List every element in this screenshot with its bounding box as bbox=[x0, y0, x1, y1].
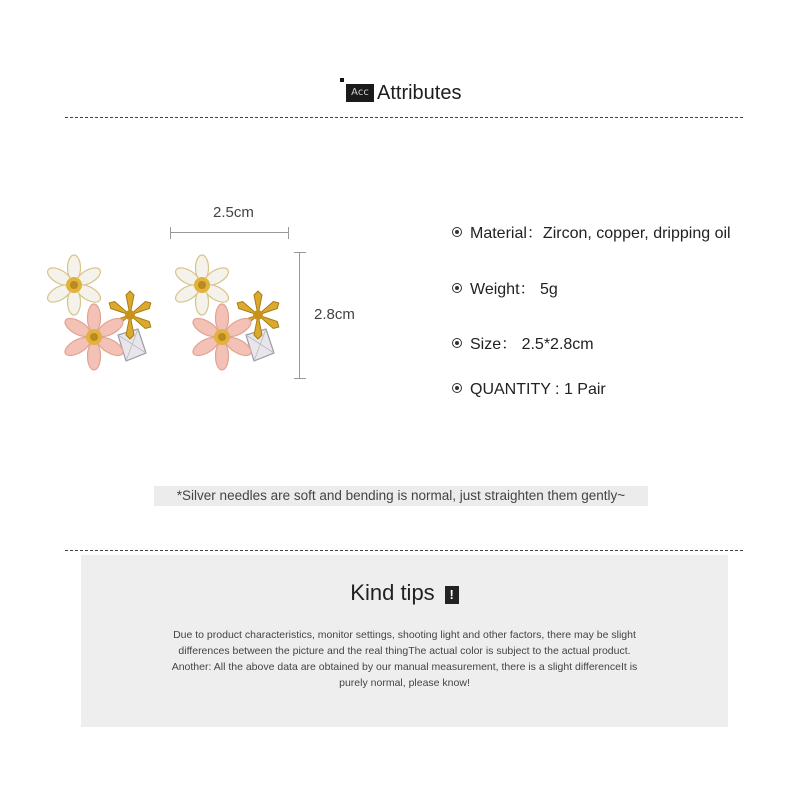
tips-line: purely normal, please know! bbox=[339, 677, 470, 689]
tips-line: Another: All the above data are obtained by our manual measurement, there is a slight differenceIt is bbox=[171, 661, 638, 673]
weight-value: 5g bbox=[535, 281, 558, 298]
kind-tips-heading: Kind tips bbox=[350, 580, 435, 605]
kind-tips-text bbox=[121, 627, 688, 691]
page-title: Attributes bbox=[377, 82, 462, 104]
product-image bbox=[38, 245, 298, 385]
width-dimension-line bbox=[170, 227, 289, 239]
width-label: 2.5cm bbox=[213, 204, 254, 221]
attribute-size bbox=[452, 331, 594, 354]
header-badge: Acc bbox=[346, 84, 374, 102]
material-value: Zircon, copper, dripping oil bbox=[542, 225, 731, 242]
kind-tips-panel bbox=[81, 555, 728, 727]
attribute-quantity bbox=[452, 381, 606, 399]
size-value: 2.5*2.8cm bbox=[517, 336, 594, 353]
bullet-icon bbox=[452, 283, 462, 293]
size-label: Size： bbox=[470, 336, 518, 353]
tips-line: differences between the picture and the real thingThe actual color is subject to the actual product. bbox=[178, 645, 631, 657]
weight-label: Weight： bbox=[470, 281, 536, 298]
tips-line: Due to product characteristics, monitor settings, shooting light and other factors, there may be slight bbox=[173, 629, 636, 641]
attribute-weight bbox=[452, 276, 558, 299]
divider-top bbox=[65, 117, 743, 118]
kind-tips-title bbox=[81, 580, 728, 606]
bullet-icon bbox=[452, 338, 462, 348]
exclamation-icon: ! bbox=[445, 586, 459, 604]
bullet-icon bbox=[452, 383, 462, 393]
attribute-material bbox=[452, 220, 731, 243]
divider-bottom bbox=[65, 550, 743, 551]
height-label: 2.8cm bbox=[314, 306, 355, 323]
quantity-label: QUANTITY : 1 Pair bbox=[470, 381, 606, 398]
material-label: Material： bbox=[470, 225, 543, 242]
section-header bbox=[0, 78, 800, 110]
header-dot bbox=[340, 78, 344, 82]
silver-needle-note: *Silver needles are soft and bending is normal, just straighten them gently~ bbox=[154, 486, 648, 506]
bullet-icon bbox=[452, 227, 462, 237]
